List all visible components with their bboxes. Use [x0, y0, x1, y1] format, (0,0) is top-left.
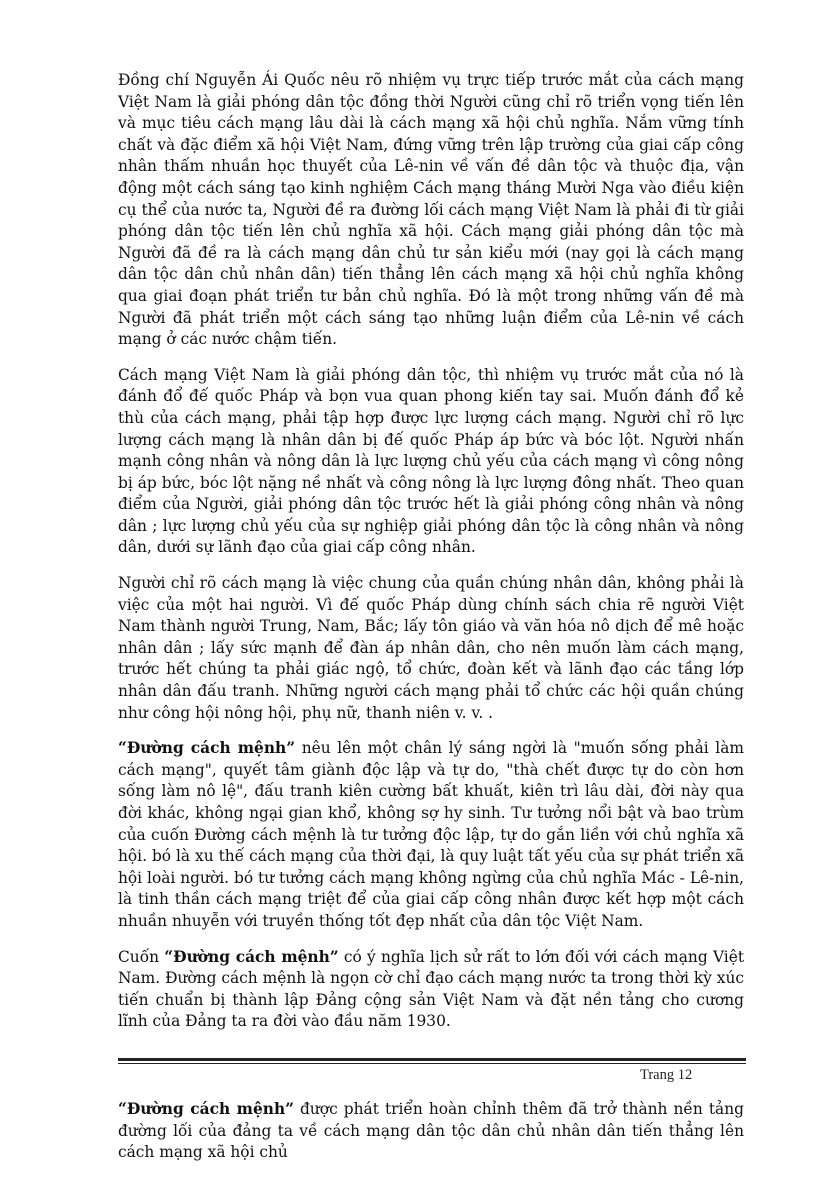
paragraph-3 — [118, 573, 744, 724]
paragraph-5-text: có ý nghĩa lịch sử rất to lớn đối với cách mạng Việt Nam. Đường cách mệnh là ngọn cờ chỉ đạo cách mạng nước ta trong thời kỳ xúc tiến chuẩn bị thành lập Đảng cộng sản Việt Nam và đặt nền tảng cho cương lĩnh của Đảng ta ra đời vào đầu năm 1930. — [118, 947, 745, 1031]
paragraph-5 — [118, 947, 744, 1033]
paragraph-6-lead: “Đường cách mệnh” — [118, 1099, 294, 1118]
paragraph-4-text: nêu lên một chân lý sáng ngời là "muốn sống phải làm cách mạng", quyết tâm giành độc lập và tự do, "thà chết được tự do còn hơn sống làm nô lệ", đấu tranh kiên cường bất khuất, kiên trì lâu dài, đời này qua đời khác, không ngại gian khổ, không sợ hy sinh. Tư tưởng nổi bật và bao trùm của cuốn Đường cách mệnh là tư tưởng độc lập, tự do gắn liền với chủ nghĩa xã hội. bó là xu thế cách mạng của thời đại, là quy luật tất yếu của sự phát triển xã hội loài người. bó tư tưởng cách mạng không ngừng của chủ nghĩa Mác - Lê-nin, là tinh thần cách mạng triệt để của giai cấp công nhân được kết hợp một cách nhuần nhuyễn với truyền thống tốt đẹp nhất của dân tộc Việt Nam. — [118, 739, 744, 930]
paragraph-1 — [118, 70, 744, 351]
footer-rule — [118, 1058, 746, 1064]
paragraph-6 — [118, 1099, 744, 1164]
page-number: Trang 12 — [640, 1067, 693, 1083]
paragraph-1-text: Đồng chí Nguyễn Ái Quốc nêu rõ nhiệm vụ trực tiếp trước mắt của cách mạng Việt Nam là giải phóng dân tộc đồng thời Người cũng chỉ rõ triển vọng tiến lên và mục tiêu cách mạng lâu dài là cách mạng xã hội chủ nghĩa. Nắm vững tính chất và đặc điểm xã hội Việt Nam, đứng vững trên lập trường của giai cấp công nhân thấm nhuần học thuyết của Lê-nin về vấn đề dân tộc và thuộc địa, vận động một cách sáng tạo kinh nghiệm Cách mạng tháng Mười Nga vào điều kiện cụ thể của nước ta, Người đề ra đường lối cách mạng Việt Nam là phải đi từ giải phóng dân tộc tiến lên chủ nghĩa xã hội. Cách mạng giải phóng dân tộc mà Người đã đề ra là cách mạng dân chủ tư sản kiểu mới (nay gọi là cách mạng dân tộc dân chủ nhân dân) tiến thẳng lên cách mạng xã hội chủ nghĩa không qua giai đoạn phát triển tư bản chủ nghĩa. Đó là một trong những vấn đề mà Người đã phát triển một cách sáng tạo những luận điểm của Lê-nin về cách mạng ở các nước chậm tiến. — [118, 71, 744, 349]
paragraph-3-text: Người chỉ rõ cách mạng là việc chung của quần chúng nhân dân, không phải là việc của một hai người. Vì đế quốc Pháp dùng chính sách chia rẽ người Việt Nam thành người Trung, Nam, Bắc; lấy tôn giáo và văn hóa nô dịch để mê hoặc nhân dân ; lấy sức mạnh để đàn áp nhân dân, cho nên muốn làm cách mạng, trước hết chúng ta phải giác ngộ, tổ chức, đoàn kết và lãnh đạo các tầng lớp nhân dân đấu tranh. Những người cách mạng phải tổ chức các hội quần chúng như công hội nông hội, phụ nữ, thanh niên v. v. . — [118, 574, 744, 722]
paragraph-4 — [118, 738, 744, 932]
paragraph-4-lead: “Đường cách mệnh” — [118, 739, 296, 758]
document-body — [118, 70, 744, 1178]
paragraph-2-text: Cách mạng Việt Nam là giải phóng dân tộc, thì nhiệm vụ trước mắt của nó là đánh đổ đế quốc Pháp và bọn vua quan phong kiến tay sai. Muốn đánh đổ kẻ thù của cách mạng, phải tập hợp được lực lượng cách mạng. Người chỉ rõ lực lượng cách mạng là nhân dân bị đế quốc Pháp áp bức và bóc lột. Người nhấn mạnh công nhân và nông dân là lực lượng chủ yếu của cách mạng vì công nông bị áp bức, bóc lột nặng nề nhất và công nông là lực lượng đông nhất. Theo quan điểm của Người, giải phóng dân tộc trước hết là giải phóng công nhân và nông dân ; lực lượng chủ yếu của sự nghiệp giải phóng dân tộc là công nhân và nông dân, dưới sự lãnh đạo của giai cấp công nhân. — [118, 365, 744, 557]
paragraph-2 — [118, 365, 744, 559]
paragraph-5-lead: Cuốn “Đường cách mệnh” — [118, 947, 339, 966]
paragraph-6-text: được phát triển hoàn chỉnh thêm đã trở thành nền tảng đường lối của đảng ta về cách mạng dân tộc dân chủ nhân dân tiến thẳng lên cách mạng xã hội chủ — [118, 1099, 744, 1162]
